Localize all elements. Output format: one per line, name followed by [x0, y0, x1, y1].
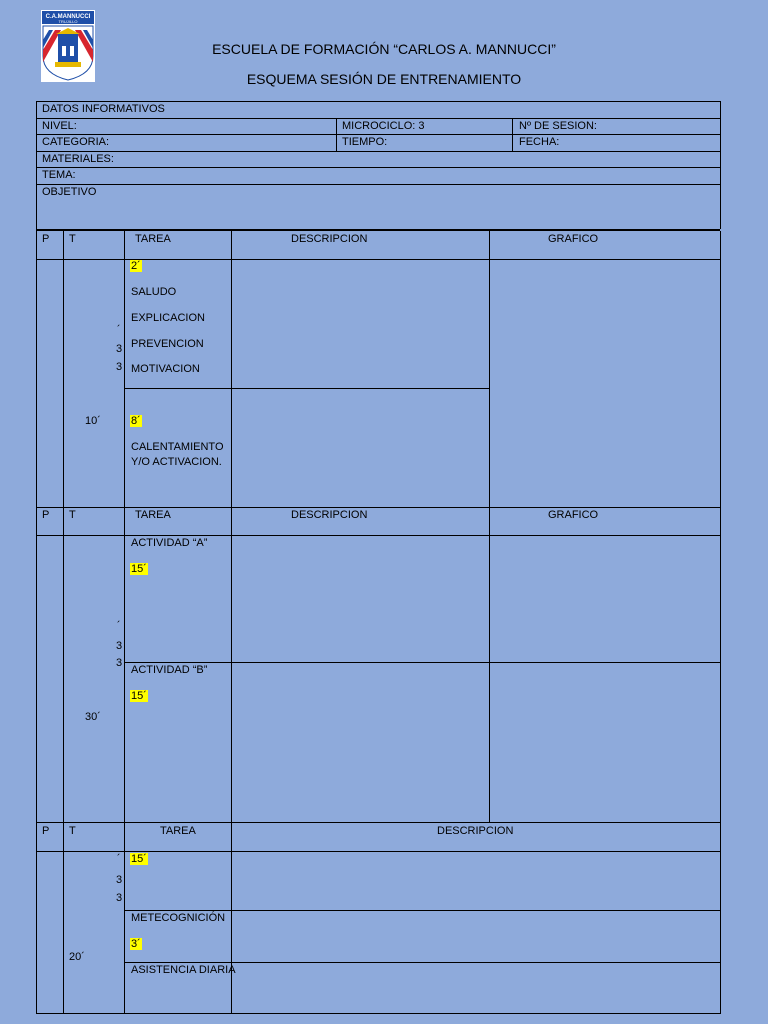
- school-title: ESCUELA DE FORMACIÓN “CARLOS A. MANNUCCI”: [212, 41, 556, 57]
- s3-digit: 3: [116, 874, 123, 886]
- task-calentamiento: CALENTAMIENTO: [131, 441, 224, 453]
- s1-tick: ´: [117, 324, 121, 336]
- activity-a-time: 15´: [131, 563, 147, 575]
- col-descripcion: DESCRIPCION: [291, 509, 368, 521]
- s2-tick: ´: [117, 620, 121, 632]
- s2-digit: 3: [116, 640, 123, 652]
- task-asistencia: ASISTENCIA DIARIA: [131, 964, 236, 976]
- s1-block2-time: 8´: [131, 415, 141, 427]
- activity-b: ACTIVIDAD “B”: [131, 664, 208, 676]
- tiempo-field: TIEMPO:: [342, 136, 388, 148]
- col-p: P: [42, 509, 50, 521]
- svg-text:TRUJILLO: TRUJILLO: [58, 19, 78, 24]
- col-descripcion: DESCRIPCION: [291, 233, 368, 245]
- s3-digit: 3: [116, 892, 123, 904]
- metacognicion-time: 3´: [131, 938, 141, 950]
- col-p: P: [42, 825, 50, 837]
- task-metacognicion: METECOGNICIÓN: [131, 912, 226, 924]
- col-descripcion: DESCRIPCION: [437, 825, 514, 837]
- col-grafico: GRAFICO: [548, 509, 599, 521]
- session-number-field: Nº DE SESION:: [519, 120, 597, 132]
- col-t: T: [69, 509, 76, 521]
- info-heading: DATOS INFORMATIVOS: [42, 103, 165, 115]
- categoria-field: CATEGORIA:: [42, 136, 110, 148]
- task-motivacion: MOTIVACION: [131, 363, 200, 375]
- task-saludo: SALUDO: [131, 286, 177, 298]
- col-tarea: TAREA: [160, 825, 196, 837]
- s2-total-time: 30´: [85, 711, 101, 723]
- nivel-field: NIVEL:: [42, 120, 77, 132]
- s3-tick: ´: [117, 853, 121, 865]
- activity-a: ACTIVIDAD “A”: [131, 537, 208, 549]
- svg-text:C.A.MANNUCCI: C.A.MANNUCCI: [45, 14, 91, 20]
- s1-digit: 3: [116, 343, 123, 355]
- s3-total-time: 20´: [69, 951, 85, 963]
- s1-total-time: 10´: [85, 415, 101, 427]
- task-activacion: Y/O ACTIVACION.: [131, 456, 222, 468]
- document-title: ESQUEMA SESIÓN DE ENTRENAMIENTO: [246, 71, 522, 87]
- microciclo-field: MICROCICLO: 3: [342, 120, 425, 132]
- task-prevencion: PREVENCION: [131, 338, 204, 350]
- s1-digit: 3: [116, 361, 123, 373]
- materiales-field: MATERIALES:: [42, 153, 114, 165]
- s1-block1-time: 2´: [131, 260, 141, 272]
- task-explicacion: EXPLICACION: [131, 312, 205, 324]
- s3-block1-time: 15´: [131, 853, 147, 865]
- col-tarea: TAREA: [135, 509, 171, 521]
- objetivo-field: OBJETIVO: [42, 186, 97, 198]
- col-t: T: [69, 233, 76, 245]
- fecha-field: FECHA:: [519, 136, 560, 148]
- activity-b-time: 15´: [131, 690, 147, 702]
- col-grafico: GRAFICO: [548, 233, 599, 245]
- tema-field: TEMA:: [42, 169, 76, 181]
- col-tarea: TAREA: [135, 233, 171, 245]
- col-t: T: [69, 825, 76, 837]
- col-p: P: [42, 233, 50, 245]
- s2-digit: 3: [116, 657, 123, 669]
